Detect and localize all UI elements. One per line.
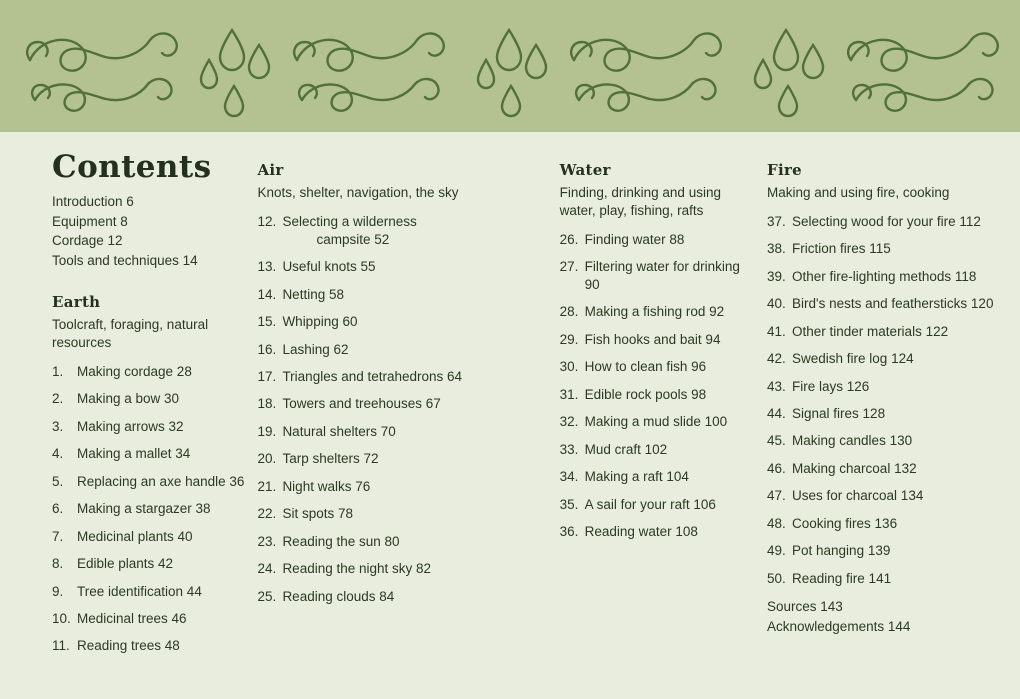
entry-text: Friction fires 115 xyxy=(792,241,891,257)
entry-number: 1. xyxy=(52,363,64,379)
list-item[interactable] xyxy=(52,637,247,655)
entry-number: 37. xyxy=(767,213,786,229)
entry-number: 44. xyxy=(767,405,786,421)
entry-text: Natural shelters 70 xyxy=(282,423,396,439)
list-item[interactable] xyxy=(257,478,549,496)
entry-number: 18. xyxy=(257,396,277,412)
entry-number: 3. xyxy=(52,418,64,434)
list-item[interactable] xyxy=(52,363,247,381)
list-item[interactable] xyxy=(257,341,549,359)
entry-number: 41. xyxy=(767,323,786,339)
entry-text: Making candles 130 xyxy=(792,433,913,449)
entry-text: Reading clouds 84 xyxy=(282,588,395,604)
section-title-air: Air xyxy=(257,161,284,179)
entry-number: 42. xyxy=(767,351,786,367)
entry-number: 31. xyxy=(559,386,579,402)
entry-number: 15. xyxy=(257,314,277,330)
entry-number: 34. xyxy=(559,469,579,485)
entry-list-earth xyxy=(52,363,247,655)
entry-number: 50. xyxy=(767,570,786,586)
entry-text: Medicinal plants 40 xyxy=(77,528,193,544)
entry-number: 2. xyxy=(52,391,64,407)
column-front-and-earth xyxy=(52,132,257,665)
front-matter-item[interactable]: Cordage 12 xyxy=(52,233,123,249)
front-matter-item[interactable]: Tools and techniques 14 xyxy=(52,252,198,268)
list-item[interactable] xyxy=(767,268,996,286)
list-item[interactable] xyxy=(767,570,996,588)
entry-text: Cooking fires 136 xyxy=(792,515,898,531)
section-title-water: Water xyxy=(559,161,611,179)
list-item[interactable] xyxy=(560,258,757,294)
list-item[interactable] xyxy=(257,395,549,413)
list-item[interactable] xyxy=(257,560,549,578)
entry-text: Reading the sun 80 xyxy=(282,533,400,549)
section-title-earth: Earth xyxy=(52,293,101,312)
list-item[interactable] xyxy=(767,378,996,396)
list-item[interactable] xyxy=(767,487,996,505)
list-item[interactable] xyxy=(560,496,757,514)
entry-number: 10. xyxy=(52,610,71,626)
list-item[interactable] xyxy=(560,413,757,431)
entry-text: Making a stargazer 38 xyxy=(77,501,211,517)
entry-text-line1: Selecting a wilderness xyxy=(282,213,417,229)
list-item[interactable] xyxy=(560,331,757,349)
entry-text: Fire lays 126 xyxy=(792,378,870,394)
entry-number: 11. xyxy=(52,638,70,654)
entry-number: 27. xyxy=(559,259,579,275)
list-item[interactable] xyxy=(257,313,549,331)
contents-columns xyxy=(0,132,1020,665)
list-item[interactable] xyxy=(767,350,996,368)
entry-number: 28. xyxy=(559,304,579,320)
list-item[interactable] xyxy=(560,231,757,249)
entry-number: 13. xyxy=(257,259,277,275)
list-item[interactable] xyxy=(767,323,996,341)
list-item[interactable] xyxy=(767,515,996,533)
list-item[interactable] xyxy=(560,523,757,541)
list-item[interactable] xyxy=(257,423,549,441)
entry-text-line2: campsite 52 xyxy=(316,231,390,247)
list-item[interactable] xyxy=(560,468,757,486)
section-subtitle-water: Finding, drinking and using water, play, fishing, rafts xyxy=(559,185,721,218)
entry-text: Lashing 62 xyxy=(282,341,349,357)
list-item[interactable] xyxy=(767,432,996,450)
list-item[interactable] xyxy=(52,555,247,573)
entry-text: Making cordage 28 xyxy=(77,363,192,379)
list-item[interactable] xyxy=(257,286,549,304)
entry-number: 38. xyxy=(767,241,786,257)
list-item[interactable] xyxy=(52,528,247,546)
list-item[interactable] xyxy=(52,500,247,518)
entry-text: Swedish fire log 124 xyxy=(792,351,914,367)
entry-text: Reading fire 141 xyxy=(792,570,892,586)
entry-text: Other fire-lighting methods 118 xyxy=(792,268,977,284)
entry-number: 35. xyxy=(559,496,579,512)
entry-number: 4. xyxy=(52,446,64,462)
list-item[interactable] xyxy=(52,473,247,491)
entry-number: 5. xyxy=(52,473,64,489)
entry-text: Pot hanging 139 xyxy=(792,543,891,559)
entry-text: Whipping 60 xyxy=(282,314,358,330)
entry-number: 17. xyxy=(257,369,277,385)
front-matter-item[interactable]: Equipment 8 xyxy=(52,213,128,229)
entry-text: Making a raft 104 xyxy=(584,469,689,485)
entry-list-air xyxy=(257,213,549,606)
page-title: Contents xyxy=(52,149,212,185)
list-item[interactable] xyxy=(257,533,549,551)
entry-text: Making a bow 30 xyxy=(77,391,180,407)
entry-text: Night walks 76 xyxy=(282,478,371,494)
entry-text: Filtering water for drinking 90 xyxy=(584,259,740,293)
contents-body xyxy=(0,132,1020,665)
list-item[interactable] xyxy=(257,258,549,276)
back-matter-item[interactable]: Acknowledgements 144 xyxy=(767,618,911,634)
list-item[interactable] xyxy=(767,213,996,231)
list-item[interactable] xyxy=(767,240,996,258)
entry-text: Reading the night sky 82 xyxy=(282,561,432,577)
section-subtitle-fire: Making and using fire, cooking xyxy=(767,185,950,200)
list-item[interactable] xyxy=(257,588,549,606)
entry-text: Reading trees 48 xyxy=(77,638,180,654)
entry-number: 25. xyxy=(257,588,277,604)
list-item[interactable] xyxy=(52,583,247,601)
entry-number: 24. xyxy=(257,561,277,577)
entry-number: 14. xyxy=(257,286,277,302)
back-matter-list xyxy=(767,597,996,636)
entry-text xyxy=(282,213,549,249)
entry-text: Signal fires 128 xyxy=(792,405,886,421)
entry-text: How to clean fish 96 xyxy=(584,359,707,375)
entry-number: 48. xyxy=(767,515,786,531)
list-item[interactable] xyxy=(257,450,549,468)
entry-number: 26. xyxy=(559,231,579,247)
entry-number: 45. xyxy=(767,433,786,449)
entry-text: Reading water 108 xyxy=(584,524,698,540)
entry-text: Making a mud slide 100 xyxy=(584,414,728,430)
entry-text: Replacing an axe handle 36 xyxy=(77,473,245,489)
entry-text: Making a fishing rod 92 xyxy=(584,304,725,320)
entry-number: 8. xyxy=(52,556,64,572)
entry-list-water xyxy=(560,231,757,541)
list-item[interactable] xyxy=(767,542,996,560)
list-item[interactable] xyxy=(560,358,757,376)
entry-text: Netting 58 xyxy=(282,286,344,302)
list-item[interactable] xyxy=(257,213,549,249)
list-item[interactable] xyxy=(767,460,996,478)
entry-number: 40. xyxy=(767,296,786,312)
entry-text: Mud craft 102 xyxy=(584,441,668,457)
entry-number: 47. xyxy=(767,488,786,504)
entry-text: Tarp shelters 72 xyxy=(282,451,379,467)
entry-text: Bird's nests and feathersticks 120 xyxy=(792,296,994,312)
entry-text: Making arrows 32 xyxy=(77,418,184,434)
entry-text: Sit spots 78 xyxy=(282,506,353,522)
entry-list-fire xyxy=(767,213,996,588)
section-subtitle-earth: Toolcraft, foraging, natural resources xyxy=(52,317,209,351)
entry-text: Edible rock pools 98 xyxy=(584,386,707,402)
entry-number: 30. xyxy=(559,359,579,375)
entry-number: 22. xyxy=(257,506,277,522)
entry-text: Tree identification 44 xyxy=(77,583,202,599)
entry-number: 21. xyxy=(257,478,277,494)
entry-text: Triangles and tetrahedrons 64 xyxy=(282,369,463,385)
entry-text: Edible plants 42 xyxy=(77,556,174,572)
entry-text: Selecting wood for your fire 112 xyxy=(792,213,981,229)
entry-text: Fish hooks and bait 94 xyxy=(584,331,721,347)
list-item[interactable] xyxy=(257,505,549,523)
entry-number: 9. xyxy=(52,583,64,599)
list-item[interactable] xyxy=(767,405,996,423)
entry-number: 43. xyxy=(767,378,786,394)
entry-number: 12. xyxy=(257,213,277,229)
list-item[interactable] xyxy=(257,368,549,386)
entry-number: 36. xyxy=(559,524,579,540)
front-matter-list xyxy=(52,192,247,270)
entry-number: 23. xyxy=(257,533,277,549)
entry-number: 20. xyxy=(257,451,277,467)
entry-number: 49. xyxy=(767,543,786,559)
entry-text: Medicinal trees 46 xyxy=(77,610,187,626)
list-item[interactable] xyxy=(560,386,757,404)
entry-number: 7. xyxy=(52,528,64,544)
entry-text: A sail for your raft 106 xyxy=(584,496,716,512)
list-item[interactable] xyxy=(560,441,757,459)
list-item[interactable] xyxy=(52,418,247,436)
entry-text: Useful knots 55 xyxy=(282,259,376,275)
list-item[interactable] xyxy=(52,610,247,628)
back-matter-item[interactable]: Sources 143 xyxy=(767,599,843,615)
section-title-fire: Fire xyxy=(767,161,803,179)
section-subtitle-air: Knots, shelter, navigation, the sky xyxy=(257,185,459,200)
entry-number: 39. xyxy=(767,268,786,284)
column-water xyxy=(560,132,767,551)
column-fire xyxy=(767,132,996,636)
entry-number: 29. xyxy=(559,331,579,347)
list-item[interactable] xyxy=(767,295,996,313)
column-air xyxy=(257,132,559,615)
entry-text: Other tinder materials 122 xyxy=(792,323,949,339)
entry-number: 32. xyxy=(559,414,579,430)
entry-text: Uses for charcoal 134 xyxy=(792,488,924,504)
entry-text: Towers and treehouses 67 xyxy=(282,396,441,412)
entry-text: Finding water 88 xyxy=(584,231,685,247)
entry-number: 19. xyxy=(257,423,277,439)
entry-number: 16. xyxy=(257,341,277,357)
banner-botanical-pattern xyxy=(0,0,1020,132)
list-item[interactable] xyxy=(560,303,757,321)
front-matter-item[interactable]: Introduction 6 xyxy=(52,194,134,209)
list-item[interactable] xyxy=(52,390,247,408)
list-item[interactable] xyxy=(52,445,247,463)
entry-number: 6. xyxy=(52,501,64,517)
decorative-banner xyxy=(0,0,1020,132)
entry-number: 46. xyxy=(767,460,786,476)
entry-text: Making a mallet 34 xyxy=(77,446,191,462)
entry-number: 33. xyxy=(559,441,579,457)
entry-text: Making charcoal 132 xyxy=(792,460,917,476)
